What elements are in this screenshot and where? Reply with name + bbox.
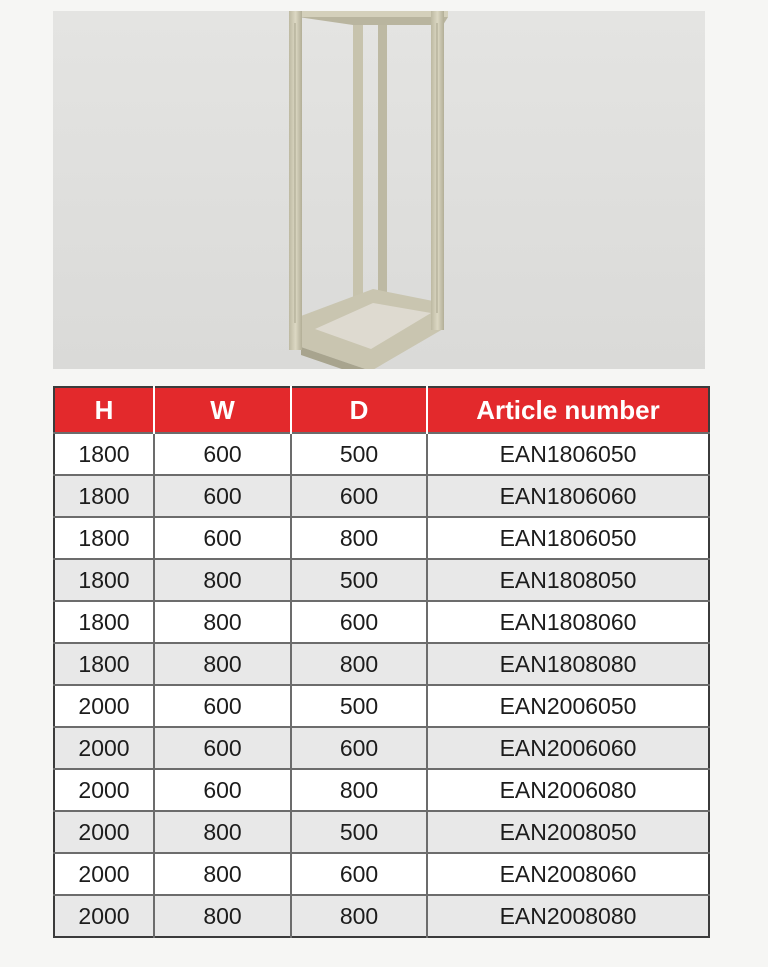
product-photo <box>53 11 705 369</box>
cell-article-number: EAN1806050 <box>427 517 709 559</box>
cell-height: 1800 <box>54 517 154 559</box>
rack-frame-illustration <box>53 11 705 369</box>
cell-width: 800 <box>154 811 291 853</box>
cell-depth: 800 <box>291 895 427 937</box>
rack-top-rail <box>298 17 448 25</box>
cell-article-number: EAN2006060 <box>427 727 709 769</box>
cell-depth: 800 <box>291 769 427 811</box>
rack-rear-right-post <box>378 25 387 305</box>
cell-article-number: EAN2008080 <box>427 895 709 937</box>
cell-article-number: EAN2006080 <box>427 769 709 811</box>
cell-article-number: EAN1806050 <box>427 433 709 475</box>
cell-depth: 500 <box>291 433 427 475</box>
cell-article-number: EAN1808080 <box>427 643 709 685</box>
rack-rear-left-post <box>353 23 363 335</box>
cell-depth: 600 <box>291 853 427 895</box>
cell-article-number: EAN1808060 <box>427 601 709 643</box>
cell-depth: 600 <box>291 727 427 769</box>
column-header-article-number: Article number <box>427 387 709 433</box>
table-row <box>54 643 709 685</box>
cell-height: 2000 <box>54 853 154 895</box>
column-header-h: H <box>54 387 154 433</box>
cell-height: 1800 <box>54 433 154 475</box>
table-row <box>54 853 709 895</box>
cell-width: 600 <box>154 685 291 727</box>
cell-width: 600 <box>154 727 291 769</box>
cell-depth: 500 <box>291 811 427 853</box>
cell-width: 600 <box>154 517 291 559</box>
cell-height: 1800 <box>54 475 154 517</box>
cell-width: 800 <box>154 559 291 601</box>
cell-article-number: EAN2006050 <box>427 685 709 727</box>
column-header-w: W <box>154 387 291 433</box>
cell-article-number: EAN1806060 <box>427 475 709 517</box>
rack-mounting-holes <box>294 23 438 323</box>
cell-depth: 600 <box>291 475 427 517</box>
rack-top-frame <box>290 11 448 17</box>
table-row <box>54 559 709 601</box>
cell-article-number: EAN2008050 <box>427 811 709 853</box>
column-header-d: D <box>291 387 427 433</box>
table-row <box>54 727 709 769</box>
table-header-row <box>54 387 709 433</box>
cell-height: 2000 <box>54 895 154 937</box>
cell-height: 2000 <box>54 769 154 811</box>
table-row <box>54 517 709 559</box>
cell-height: 2000 <box>54 727 154 769</box>
cell-width: 600 <box>154 475 291 517</box>
cell-height: 1800 <box>54 643 154 685</box>
cell-width: 600 <box>154 769 291 811</box>
cell-depth: 500 <box>291 559 427 601</box>
cell-article-number: EAN2008060 <box>427 853 709 895</box>
cell-article-number: EAN1808050 <box>427 559 709 601</box>
cell-depth: 600 <box>291 601 427 643</box>
cell-width: 800 <box>154 853 291 895</box>
cell-depth: 500 <box>291 685 427 727</box>
spec-table <box>53 386 710 938</box>
table-row <box>54 811 709 853</box>
cell-height: 2000 <box>54 811 154 853</box>
cell-depth: 800 <box>291 643 427 685</box>
cell-width: 800 <box>154 895 291 937</box>
table-row <box>54 895 709 937</box>
cell-height: 2000 <box>54 685 154 727</box>
table-row <box>54 433 709 475</box>
table-body <box>54 433 709 937</box>
table-row <box>54 769 709 811</box>
table-row <box>54 601 709 643</box>
cell-width: 800 <box>154 643 291 685</box>
cell-height: 1800 <box>54 559 154 601</box>
cell-width: 800 <box>154 601 291 643</box>
table-row <box>54 685 709 727</box>
cell-width: 600 <box>154 433 291 475</box>
cell-height: 1800 <box>54 601 154 643</box>
cell-depth: 800 <box>291 517 427 559</box>
table-row <box>54 475 709 517</box>
